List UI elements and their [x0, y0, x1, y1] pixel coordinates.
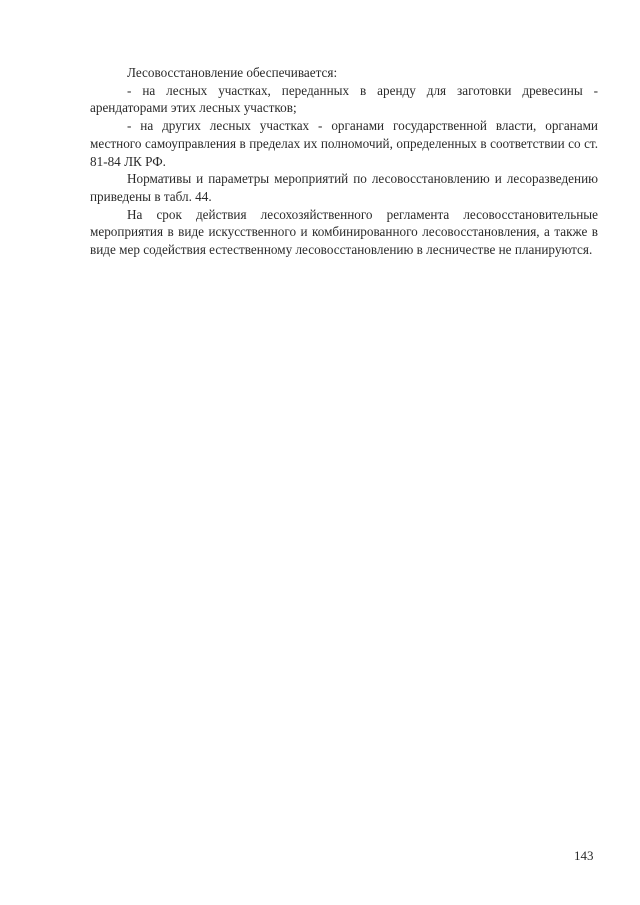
paragraph-leased-plots: - на лесных участках, переданных в аренду для заготовки древесины - арендаторами этих лесных участков; [90, 82, 598, 116]
paragraph-other-plots: - на других лесных участках - органами государственной власти, органами местного самоуправления в пределах их полномочий, определенных в соответствии со ст. 81-84 ЛК РФ. [90, 118, 598, 169]
paragraph-regulation-term: На срок действия лесохозяйственного регламента лесовосстановительные мероприятия в виде искусственного и комбинированного лесовосстановления, а также в виде мер содействия естественному лесовосстановлению в лесничестве не планируются. [90, 206, 598, 258]
page-number: 143 [574, 848, 594, 863]
body-text [90, 64, 598, 259]
paragraph-intro: Лесовосстановление обеспечивается: [127, 65, 338, 80]
paragraph-norms: Нормативы и параметры мероприятий по лесовосстановлению и лесоразведению приведены в табл. 44. [90, 171, 598, 204]
